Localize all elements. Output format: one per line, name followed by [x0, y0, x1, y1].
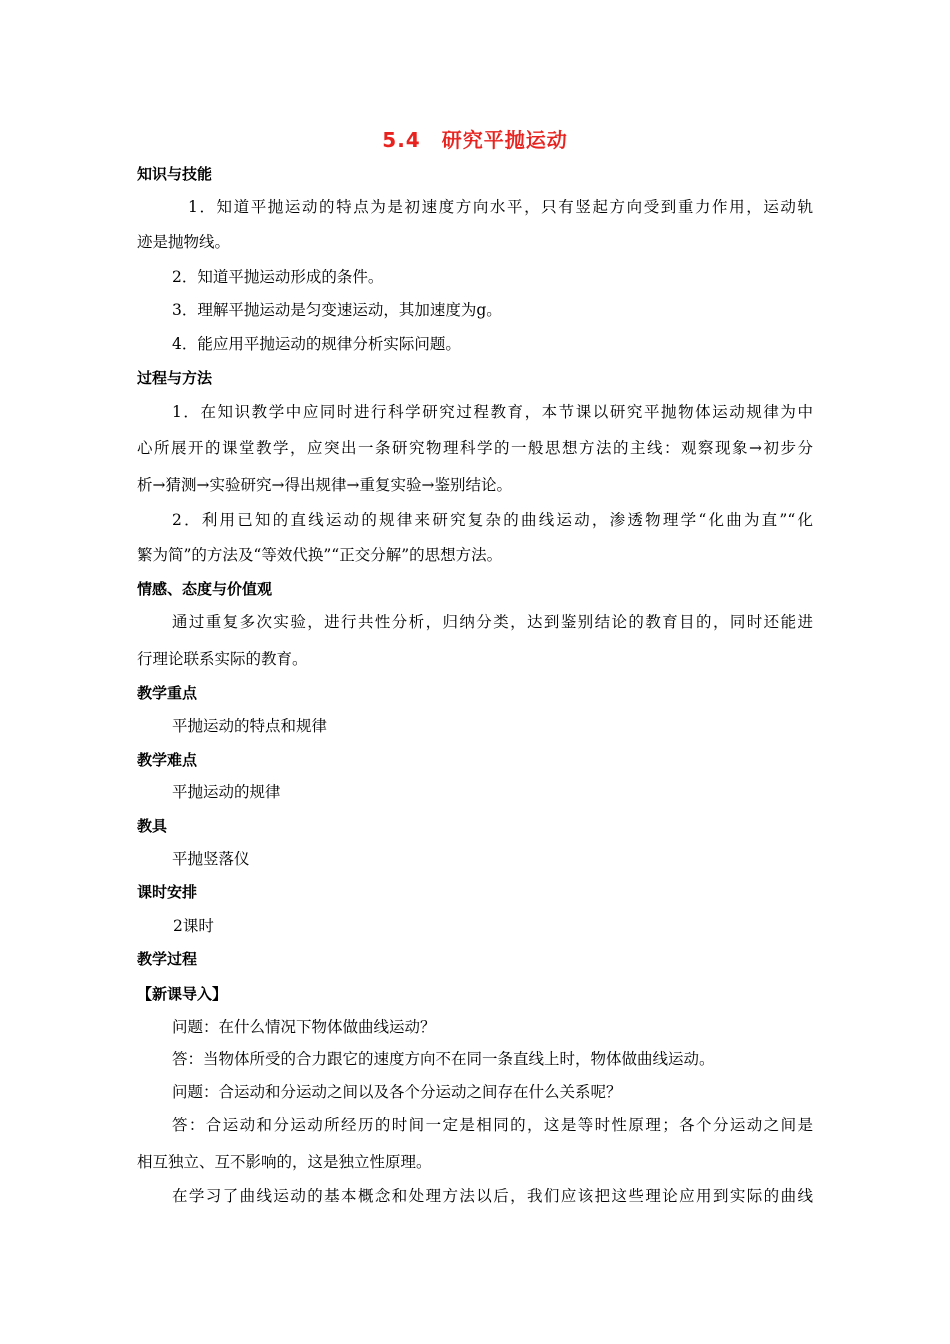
- intro-paragraph-line1: 在学习了曲线运动的基本概念和处理方法以后，我们应该把这些理论应用到实际的曲线: [172, 1187, 813, 1205]
- heading-difficulty: 教学难点: [137, 751, 198, 769]
- intro-answer-2-line2: 相互独立、互不影响的，这是独立性原理。: [137, 1153, 432, 1171]
- difficulty-text: 平抛运动的规律: [172, 783, 281, 801]
- process-p1-line2: 心所展开的课堂教学，应突出一条研究物理科学的一般思想方法的主线：观察现象→初步分: [137, 439, 813, 457]
- knowledge-p1-line2: 迹是抛物线。: [137, 233, 231, 251]
- intro-answer-2-line1: 答：合运动和分运动所经历的时间一定是相同的，这是等时性原理；各个分运动之间是: [172, 1116, 813, 1134]
- process-p2-line2: 繁为简”的方法及“等效代换”“正交分解”的思想方法。: [137, 546, 503, 564]
- schedule-text: 2课时: [173, 917, 214, 935]
- heading-key-point: 教学重点: [137, 684, 198, 702]
- page-title: 5.4 研究平抛运动: [382, 128, 568, 152]
- heading-schedule: 课时安排: [137, 883, 198, 901]
- process-p1-line3: 析→猜测→实验研究→得出规律→重复实验→鉴别结论。: [137, 476, 512, 494]
- heading-emotion: 情感、态度与价值观: [137, 580, 273, 598]
- heading-teaching-process: 教学过程: [137, 950, 198, 968]
- heading-process: 过程与方法: [137, 369, 213, 387]
- heading-intro: 【新课导入】: [137, 985, 228, 1003]
- emotion-line2: 行理论联系实际的教育。: [137, 650, 308, 668]
- knowledge-p4: 4．能应用平抛运动的规律分析实际问题。: [172, 335, 461, 353]
- knowledge-p3: 3．理解平抛运动是匀变速运动，其加速度为g。: [172, 301, 502, 319]
- tools-text: 平抛竖落仪: [172, 850, 250, 868]
- emotion-line1: 通过重复多次实验，进行共性分析，归纳分类，达到鉴别结论的教育目的，同时还能进: [172, 613, 813, 631]
- process-p1-line1: 1．在知识教学中应同时进行科学研究过程教育，本节课以研究平抛物体运动规律为中: [172, 403, 813, 421]
- key-point-text: 平抛运动的特点和规律: [172, 717, 328, 735]
- knowledge-p1-line1: 1．知道平抛运动的特点为是初速度方向水平，只有竖起方向受到重力作用，运动轨: [188, 198, 813, 216]
- intro-question-2: 问题：合运动和分运动之间以及各个分运动之间存在什么关系呢？: [172, 1083, 622, 1101]
- heading-tools: 教具: [137, 817, 168, 835]
- knowledge-p2: 2．知道平抛运动形成的条件。: [172, 268, 384, 286]
- process-p2-line1: 2．利用已知的直线运动的规律来研究复杂的曲线运动，渗透物理学“化曲为直”“化: [172, 511, 813, 529]
- heading-knowledge: 知识与技能: [137, 165, 213, 183]
- intro-question-1: 问题：在什么情况下物体做曲线运动？: [172, 1018, 436, 1036]
- intro-answer-1: 答：当物体所受的合力跟它的速度方向不在同一条直线上时，物体做曲线运动。: [172, 1050, 715, 1068]
